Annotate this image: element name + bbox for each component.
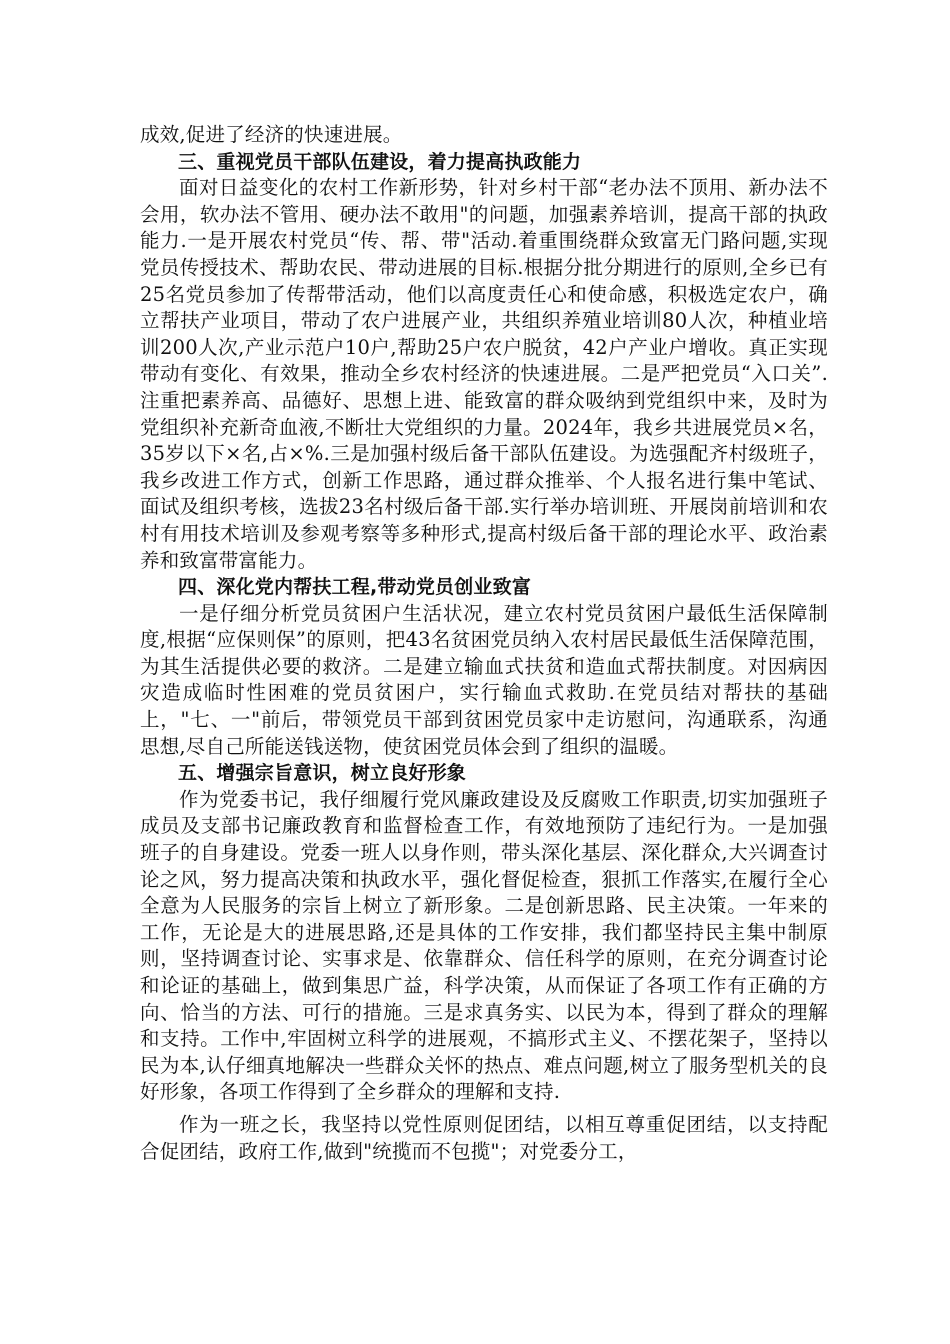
document-page	[140, 122, 828, 1165]
body-paragraph: 作为党委书记，我仔细履行党风廉政建设及反腐败工作职责,切实加强班子成员及支部书记廉政教育和监督检查工作，有效地预防了违纪行为。一是加强班子的自身建设。党委一班人以身作则，带头深化基层、深化群众,大兴调查讨论之风，努力提高决策和执政水平，强化督促检查，狠抓工作落实,在履行全心全意为人民服务的宗旨上树立了新形象。二是创新思路、民主决策。一年来的工作，无论是大的进展思路,还是具体的工作安排，我们都坚持民主集中制原则，坚持调查讨论、实事求是、依靠群众、信任科学的原则，在充分调查讨论和论证的基础上，做到集思广益，科学决策，从而保证了各项工作有正确的方向、恰当的方法、可行的措施。三是求真务实、以民为本，得到了群众的理解和支持。工作中,牢固树立科学的进展观，不搞形式主义、不摆花架子，坚持以民为本,认仔细真地解决一些群众关怀的热点、难点问题,树立了服务型机关的良好形象，各项工作得到了全乡群众的理解和支持.	[140, 787, 828, 1104]
section-heading: 四、深化党内帮扶工程,带动党员创业致富	[178, 576, 532, 599]
body-paragraph: 成效,促进了经济的快速进展。	[140, 123, 403, 146]
body-paragraph: 面对日益变化的农村工作新形势，针对乡村干部“老办法不顶用、新办法不会用，软办法不管用、硬办法不敢用"的问题，加强素养培训，提高干部的执政能力.一是开展农村党员“传、帮、带"活动.着重围绕群众致富无门路问题,实现党员传授技术、帮助农民、带动进展的目标.根据分批分期进行的原则,全乡已有25名党员参加了传帮带活动，他们以高度责任心和使命感，积极选定农户，确立帮扶产业项目，带动了农户进展产业，共组织养殖业培训80人次，种植业培训200人次,产业示范户10户,帮助25户农户脱贫，42户产业户增收。真正实现带动有变化、有效果，推动全乡农村经济的快速进展。二是严把党员“入口关”.注重把素养高、品德好、思想上进、能致富的群众吸纳到党组织中来，及时为党组织补充新奇血液,不断壮大党组织的力量。2024年，我乡共进展党员×名，35岁以下×名,占×%.三是加强村级后备干部队伍建设。为选强配齐村级班子，我乡改进工作方式，创新工作思路，通过群众推举、个人报名进行集中笔试、面试及组织考核，选拔23名村级后备干部.实行举办培训班、开展岗前培训和农村有用技术培训及参观考察等多种形式,提高村级后备干部的理论水平、政治素养和致富带富能力。	[140, 176, 828, 572]
body-paragraph: 一是仔细分析党员贫困户生活状况，建立农村党员贫困户最低生活保障制度,根据“应保则保”的原则，把43名贫困党员纳入农村居民最低生活保障范围，为其生活提供必要的救济。二是建立输血式扶贫和造血式帮扶制度。对因病因灾造成临时性困难的党员贫困户，实行输血式救助.在党员结对帮扶的基础上，"七、一"前后，带领党员干部到贫困党员家中走访慰问，沟通联系，沟通思想,尽自己所能送钱送物，使贫困党员体会到了组织的温暖。	[140, 601, 828, 758]
body-paragraph: 作为一班之长，我坚持以党性原则促团结，以相互尊重促团结，以支持配合促团结，政府工作,做到"统揽而不包揽"；对党委分工，	[140, 1112, 828, 1163]
section-heading: 五、增强宗旨意识，树立良好形象	[178, 762, 467, 785]
section-heading: 三、重视党员干部队伍建设，着力提高执政能力	[178, 150, 582, 173]
